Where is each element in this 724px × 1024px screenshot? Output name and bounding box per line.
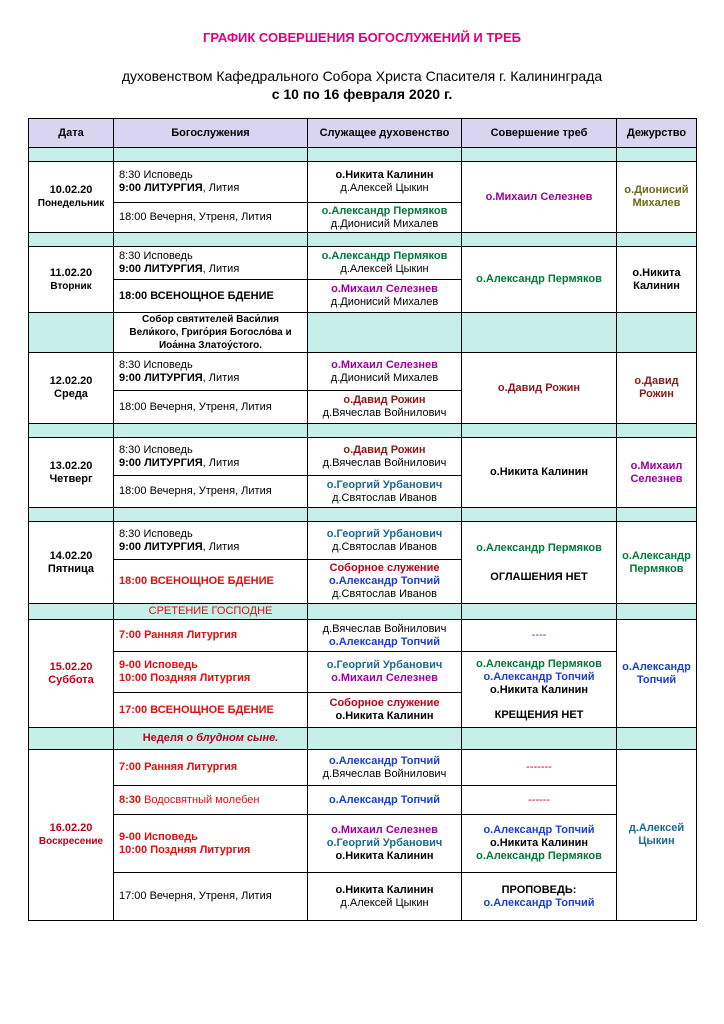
service-line: 8:30 Исповедь (119, 169, 193, 181)
date-label: 10.02.20 (49, 184, 93, 196)
service-extra: , Лития (202, 263, 240, 275)
col-header-date: Дата (29, 119, 114, 148)
weekday-label: Вторник (50, 280, 92, 292)
treby-line: о.Никита Калинин (489, 683, 589, 696)
clergy-line: о.Георгий Урбанович (326, 837, 443, 849)
date-range: с 10 по 16 февраля 2020 г. (271, 86, 453, 102)
service-line (119, 457, 305, 470)
table-row (29, 438, 697, 476)
duty-line: о.Никита (632, 266, 681, 279)
service-line: 9-00 Исповедь (119, 830, 198, 843)
weekday-label: Понедельник (37, 198, 105, 209)
treby-cell: ---- (462, 620, 617, 652)
date-cell (29, 162, 114, 233)
clergy-line: о.Георгий Урбанович (326, 478, 443, 491)
clergy-line: о.Александр Топчий (328, 635, 441, 648)
feast-line: Иоа́нна Златоу́стого. (158, 340, 263, 351)
duty-line: д.Алексей (628, 822, 685, 834)
clergy-cell (308, 280, 462, 313)
feast-line: Собор святителей Васи́лия (142, 314, 279, 325)
clergy-line: д.Дионисий Михалев (330, 217, 439, 230)
clergy-line: о.Михаил Селезнев (331, 672, 438, 684)
clergy-line: о.Давид Рожин (343, 394, 426, 406)
service-line (119, 263, 305, 276)
service-cell: 17:00 ВСЕНОЩНОЕ БДЕНИЕ (114, 693, 308, 728)
clergy-cell (308, 620, 462, 652)
service-line: 10:00 Поздняя Литургия (119, 843, 251, 856)
treby-cell: о.Давид Рожин (462, 353, 617, 424)
clergy-line: о.Михаил Селезнев (331, 283, 438, 295)
treby-line: о.Александр Топчий (483, 824, 595, 836)
clergy-line: о.Александр Пермяков (321, 250, 448, 262)
service-cell (114, 247, 308, 280)
duty-line: о.Дионисий (624, 184, 689, 196)
clergy-line: д.Дионисий Михалев (330, 296, 439, 308)
date-cell (29, 353, 114, 424)
clergy-line: о.Александр Пермяков (321, 204, 448, 217)
clergy-cell (308, 652, 462, 693)
table-row (29, 873, 697, 921)
clergy-line: о.Давид Рожин (343, 443, 426, 456)
feast-label: СРЕТЕНИЕ ГОСПОДНЕ (114, 604, 308, 620)
service-line (119, 541, 305, 554)
clergy-line: Соборное служение (329, 697, 440, 709)
separator-row (29, 508, 697, 522)
service-line: 9-00 Исповедь (119, 659, 198, 671)
weekday-label: Четверг (49, 472, 93, 485)
clergy-line: д.Вячеслав Войнилович (322, 407, 447, 419)
service-main: 9:00 ЛИТУРГИЯ (119, 540, 203, 553)
separator-row (29, 424, 697, 438)
clergy-cell (308, 873, 462, 921)
duty-line: Цыкин (638, 835, 675, 847)
clergy-cell (308, 522, 462, 560)
duty-cell (617, 353, 697, 424)
clergy-line: о.Михаил Селезнев (331, 358, 438, 371)
service-cell: 18:00 Вечерня, Утреня, Лития (114, 476, 308, 508)
clergy-cell (308, 353, 462, 391)
col-header-treby: Совершение треб (462, 119, 617, 148)
service-cell (114, 786, 308, 815)
duty-cell (617, 162, 697, 233)
table-row (29, 247, 697, 280)
date-label: 16.02.20 (49, 822, 93, 834)
clergy-cell (308, 391, 462, 424)
table-row (29, 620, 697, 652)
col-header-clergy: Служащее духовенство (308, 119, 462, 148)
service-cell: 7:00 Ранняя Литургия (114, 620, 308, 652)
service-extra: , Лития (202, 456, 240, 469)
schedule-table (28, 118, 696, 921)
duty-line: Калинин (633, 279, 680, 292)
treby-line: ПРОПОВЕДЬ: (501, 883, 577, 896)
service-cell (114, 522, 308, 560)
clergy-line: д.Святослав Иванов (332, 491, 437, 504)
feast-label (114, 313, 308, 353)
table-row (29, 815, 697, 873)
weekday-label: Суббота (48, 673, 94, 686)
service-cell (114, 353, 308, 391)
treby-line: о.Александр Топчий (483, 670, 595, 683)
table-row (29, 162, 697, 203)
service-line: 8:30 Исповедь (119, 443, 193, 456)
service-extra: , Лития (202, 540, 240, 553)
clergy-line: о.Никита Калинин (335, 850, 434, 862)
col-header-duty: Дежурство (617, 119, 697, 148)
service-extra: , Лития (202, 371, 240, 384)
duty-line: Топчий (636, 673, 677, 686)
feast-part: Неделя (142, 732, 187, 744)
service-cell: 7:00 Ранняя Литургия (114, 750, 308, 786)
feast-row (29, 728, 697, 750)
service-line (119, 372, 305, 385)
service-cell (114, 652, 308, 693)
clergy-line: о.Никита Калинин (335, 883, 434, 896)
service-cell (114, 438, 308, 476)
duty-line: о.Александр (622, 660, 691, 673)
clergy-line: д.Вячеслав Войнилович (322, 456, 447, 469)
clergy-line: о.Никита Калинин (335, 710, 434, 722)
clergy-line: д.Дионисий Михалев (330, 371, 439, 384)
clergy-line: д.Вячеслав Войнилович (322, 622, 447, 635)
duty-line: о.Давид (634, 375, 679, 387)
weekday-label: Среда (54, 388, 88, 400)
treby-cell: о.Александр Пермяков (462, 247, 617, 313)
treby-cell (462, 815, 617, 873)
date-cell (29, 522, 114, 604)
treby-note: КРЕЩЕНИЯ НЕТ (494, 708, 584, 721)
service-main: 9:00 ЛИТУРГИЯ (119, 263, 203, 275)
clergy-line: о.Михаил Селезнев (331, 824, 438, 836)
document-subtitle: духовенством Кафедрального Собора Христа Спасителя г. Калининграда (121, 68, 603, 84)
table-row (29, 750, 697, 786)
treby-cell: о.Никита Калинин (462, 438, 617, 508)
treby-cell: о.Михаил Селезнев (462, 162, 617, 233)
service-extra: Водосвятный молебен (141, 793, 260, 806)
table-row (29, 786, 697, 815)
treby-cell: ------ (462, 786, 617, 815)
clergy-line: о.Александр Топчий (328, 754, 441, 767)
service-main: 9:00 ЛИТУРГИЯ (119, 371, 203, 384)
clergy-cell: о.Александр Топчий (308, 786, 462, 815)
clergy-cell (308, 247, 462, 280)
duty-cell (617, 750, 697, 921)
service-main: 8:30 (119, 793, 142, 806)
clergy-cell (308, 750, 462, 786)
clergy-cell (308, 560, 462, 604)
clergy-cell (308, 693, 462, 728)
duty-line: Пермяков (629, 562, 684, 575)
treby-cell (462, 652, 617, 728)
service-cell (114, 815, 308, 873)
clergy-cell (308, 815, 462, 873)
clergy-line: о.Георгий Урбанович (326, 659, 443, 671)
clergy-line: о.Никита Калинин (335, 169, 434, 181)
clergy-cell (308, 203, 462, 233)
duty-cell (617, 438, 697, 508)
service-cell (114, 162, 308, 203)
clergy-cell (308, 438, 462, 476)
duty-line: Михалев (632, 197, 681, 209)
feast-row (29, 313, 697, 353)
duty-cell (617, 247, 697, 313)
treby-cell: ------- (462, 750, 617, 786)
treby-line: о.Никита Калинин (489, 837, 589, 849)
treby-line: о.Александр Пермяков (476, 541, 602, 554)
service-line (119, 182, 305, 195)
service-cell: 18:00 Вечерня, Утреня, Лития (114, 203, 308, 233)
service-cell: 18:00 ВСЕНОЩНОЕ БДЕНИЕ (114, 280, 308, 313)
treby-line: о.Александр Пермяков (476, 850, 602, 862)
weekday-label: Пятница (47, 562, 95, 575)
duty-line: о.Александр (622, 549, 691, 562)
service-line: 10:00 Поздняя Литургия (119, 672, 251, 684)
clergy-line: д.Святослав Иванов (332, 540, 437, 553)
clergy-cell (308, 162, 462, 203)
duty-line: о.Михаил (630, 459, 683, 472)
service-cell: 17:00 Вечерня, Утреня, Лития (114, 873, 308, 921)
feast-line: Вели́кого, Григо́рия Богосло́ва и (129, 327, 292, 338)
duty-line: Селезнев (630, 472, 683, 485)
separator-row (29, 148, 697, 162)
table-row (29, 522, 697, 560)
service-line: 8:30 Исповедь (119, 527, 193, 540)
service-cell: 18:00 ВСЕНОЩНОЕ БДЕНИЕ (114, 560, 308, 604)
clergy-line: о.Георгий Урбанович (326, 527, 443, 540)
clergy-line: д.Алексей Цыкин (340, 182, 429, 194)
treby-cell (462, 873, 617, 921)
treby-line: о.Александр Топчий (483, 896, 595, 909)
separator-row (29, 233, 697, 247)
service-extra: , Лития (202, 182, 240, 194)
table-row (29, 652, 697, 693)
date-cell (29, 750, 114, 921)
service-main: 9:00 ЛИТУРГИЯ (119, 456, 203, 469)
clergy-line: д.Вячеслав Войнилович (322, 767, 447, 780)
table-header-row (29, 119, 697, 148)
table-row (29, 353, 697, 391)
clergy-line: д.Алексей Цыкин (340, 896, 429, 909)
date-label: 15.02.20 (49, 660, 93, 673)
treby-line: о.Александр Пермяков (476, 657, 602, 670)
clergy-line: Соборное служение (329, 562, 440, 574)
feast-part: о блудном сыне. (186, 732, 279, 744)
date-label: 13.02.20 (49, 459, 93, 472)
weekday-label: Воскресение (38, 836, 104, 847)
document-title: ГРАФИК СОВЕРШЕНИЯ БОГОСЛУЖЕНИЙ И ТРЕБ (202, 30, 521, 45)
service-line: 8:30 Исповедь (119, 358, 193, 371)
clergy-cell (308, 476, 462, 508)
service-main: 9:00 ЛИТУРГИЯ (119, 182, 203, 194)
col-header-services: Богослужения (114, 119, 308, 148)
date-cell (29, 247, 114, 313)
clergy-line: д.Святослав Иванов (332, 588, 437, 600)
feast-label (114, 728, 308, 750)
date-label: 12.02.20 (49, 375, 93, 387)
date-cell (29, 438, 114, 508)
clergy-line: д.Алексей Цыкин (340, 263, 429, 275)
date-cell (29, 620, 114, 728)
date-label: 11.02.20 (49, 266, 93, 279)
duty-cell (617, 620, 697, 728)
duty-line: Рожин (639, 388, 674, 400)
service-cell: 18:00 Вечерня, Утреня, Лития (114, 391, 308, 424)
clergy-line: о.Александр Топчий (328, 575, 441, 587)
feast-row (29, 604, 697, 620)
treby-cell (462, 522, 617, 604)
date-label: 14.02.20 (49, 549, 93, 562)
treby-note: ОГЛАШЕНИЯ НЕТ (490, 570, 588, 583)
duty-cell (617, 522, 697, 604)
service-line: 8:30 Исповедь (119, 250, 193, 262)
